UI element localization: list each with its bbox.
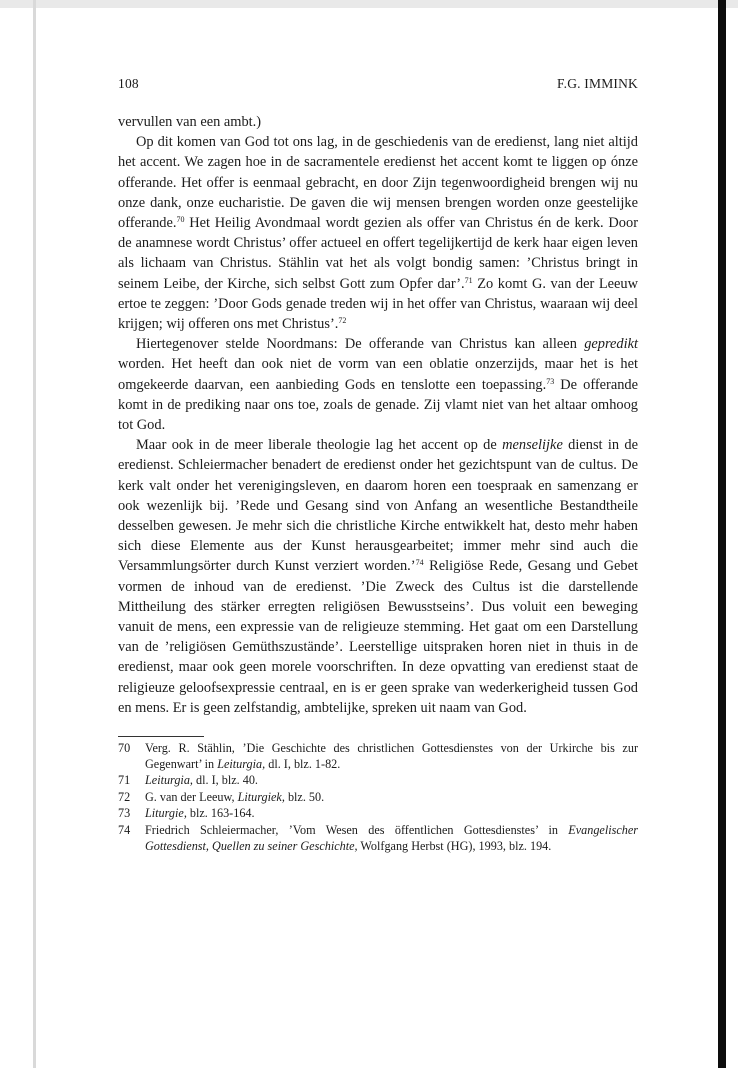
italic-text: gepredikt	[584, 336, 638, 353]
text-run: Het Heilig Avondmaal wordt gezien als offer van Christus én de kerk. Door de anamnese wordt Christus’ offer actueel en offert tegelijkertijd de kerk haar eigen leven als lichaam van Christus. Stählin vat het als volgt bondig samen: ’Christus bringt in seinem Leibe, der Kirche, sich selbst Gott zum Opfer dar’.	[118, 215, 638, 292]
italic-text: Liturgiek,	[237, 789, 285, 804]
text-run: dienst in de eredienst. Schleiermacher benadert de eredienst onder het gezichtspunt van de cultus. De kerk valt onder het verenigingsleven, en daarom horen een toespraak en samenzang er ook wezenlijk bij. ’Rede und Gesang sind von Anfang an wesentliche Bestandtheile desselben gewesen. Je mehr sich die christliche Kirche entwikkelt hat, desto mehr haben sich diese Elemente aus der Kunst herausgearbeitet; immer mehr sind auch die Versammlungsörter durch Kunst verziert worden.’	[118, 437, 638, 575]
scan-edge-right	[718, 0, 726, 1068]
text-run: Op dit komen van God tot ons lag, in de geschiedenis van de eredienst, lang niet altijd het accent. We zagen hoe in de sacramentele eredienst het accent komt te liggen op ónze offerande. Het offer is eenmaal gebracht, en door Zijn tegenwoordigheid brengen wij nu onze dank, onze eucharistie. De gaven die wij mensen brengen worden onze geestelijke offerande.	[118, 134, 638, 232]
scan-edge-left	[33, 0, 36, 1068]
footnote-text	[145, 790, 638, 806]
running-header	[118, 76, 638, 96]
italic-text: Leiturgia,	[217, 756, 266, 771]
paragraph	[118, 132, 638, 334]
page-number: 108	[118, 76, 139, 91]
footnote-number: 70	[118, 741, 131, 756]
italic-text: menselijke	[502, 437, 563, 454]
text-run: vervullen van een ambt.)	[118, 114, 262, 130]
footnote-number: 72	[118, 789, 131, 804]
footnote-number: 73	[118, 806, 131, 821]
text-run: De offerande komt in de prediking naar ons toe, zoals de genade. Zij vlamt niet van het altaar omhoog tot God.	[118, 376, 638, 434]
footnote-reference: 71	[464, 275, 473, 285]
running-title: F.G. IMMINK	[557, 76, 638, 91]
paragraph	[118, 334, 638, 435]
footnote-number: 71	[118, 773, 131, 788]
footnote-reference: 74	[415, 558, 424, 568]
text-run: Friedrich Schleiermacher, ’Vom Wesen des öffentlichen Gottesdienstes’ in	[145, 823, 569, 838]
footnote-text	[145, 773, 638, 789]
italic-text: Evangelischer Gottesdienst, Quellen zu seiner Geschichte,	[145, 823, 638, 853]
footnote-text	[145, 806, 638, 822]
footnote-text	[145, 823, 638, 854]
text-run: worden. Het heeft dan ook niet de vorm van een oblatie onzerzijds, maar het is het omgekeerde daarvan, een aanbieding Gods en tenslotte een toepassing.	[118, 356, 638, 393]
footnote-text	[145, 741, 638, 772]
text-run: blz. 163-164.	[186, 806, 255, 821]
text-run: dl. I, blz. 40.	[192, 773, 258, 788]
footnote-number: 74	[118, 823, 131, 838]
text-run: Verg. R. Stählin, ’Die Geschichte des christlichen Gottesdienstes von der Urkirche bis zur Gegenwart’ in	[145, 741, 638, 771]
text-run: Religiöse Rede, Gesang und Gebet vormen de inhoud van de eredienst. ’Die Zweck des Cultus ist die darstellende Mittheilung des stärker erregten religiösen Bewusstseins’. Dus voluit een beweging vanuit de mens, een expressie van de religieuze stemming. Het gaat om een Darstellung van de ’religiösen Gemüthszustände’. Leerstellige uitspraken horen niet in thuis in de eredienst, maar ook geen morele voorschriften. In deze opvatting van eredienst staat de religieuze geloofsexpressie centraal, en is er geen sprake van wederkerigheid tussen God en mens. Er is geen zelfstandig, ambtelijke, spreken uit naam van God.	[118, 558, 638, 716]
text-run: Wolfgang Herbst (HG), 1993, blz. 194.	[357, 838, 552, 853]
footnote	[118, 790, 638, 806]
footnotes	[118, 741, 638, 854]
book-page	[118, 76, 638, 855]
footnote	[118, 773, 638, 789]
text-run: Zo komt G. van der Leeuw ertoe te zeggen: ’Door Gods genade treden wij in het offer van Christus, waaraan wij deel krijgen; wij offeren ons met Christus’.	[118, 275, 638, 333]
text-run: G. van der Leeuw,	[145, 789, 238, 804]
scan-edge-top	[0, 0, 738, 8]
italic-text: Leiturgia,	[145, 773, 193, 788]
italic-text: Liturgie,	[145, 806, 187, 821]
footnote	[118, 741, 638, 772]
footnote-reference: 73	[546, 376, 555, 386]
footnote-reference: 70	[176, 215, 185, 225]
footnote	[118, 806, 638, 822]
text-run: Maar ook in de meer liberale theologie lag het accent op de	[136, 437, 503, 454]
text-run: dl. I, blz. 1-82.	[265, 756, 341, 771]
paragraph	[118, 435, 638, 718]
footnote-rule	[118, 736, 204, 737]
paragraph	[118, 112, 638, 132]
text-run: blz. 50.	[284, 789, 325, 804]
body-text	[118, 112, 638, 718]
footnote-reference: 72	[338, 316, 347, 326]
footnote	[118, 823, 638, 854]
text-run: Hiertegenover stelde Noordmans: De offerande van Christus kan alleen	[136, 336, 585, 353]
